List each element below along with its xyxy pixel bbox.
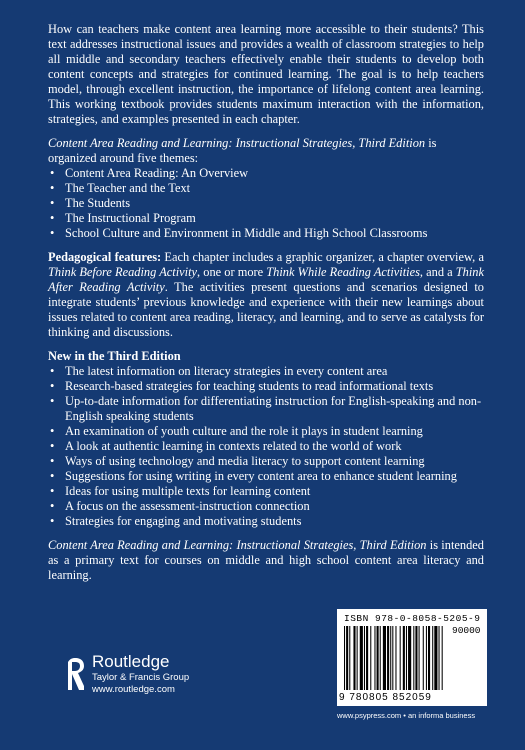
theme-item: • The Students <box>48 196 484 211</box>
new-feature-item: • Ways of using technology and media literacy to support content learning <box>48 454 484 469</box>
think-before-italic: Think Before Reading Activity <box>48 265 198 279</box>
think-after-italic: Think After Reading Activity <box>48 265 484 294</box>
barcode-bar <box>383 626 386 690</box>
new-feature-item: • A look at authentic learning in contexts related to the world of work <box>48 439 484 454</box>
organized-text: is organized around five themes: <box>48 136 437 165</box>
book-title-italic: Content Area Reading and Learning: Instructional Strategies, Third Edition <box>48 136 426 150</box>
back-cover-text <box>48 22 484 583</box>
barcode-bar <box>387 626 389 690</box>
themes-list <box>48 166 484 241</box>
closing-title-italic: Content Area Reading and Learning: Instructional Strategies, Third Edition <box>48 538 427 552</box>
pedagogical-paragraph <box>48 250 484 340</box>
barcode-bar <box>377 626 379 690</box>
barcode-number: 9 780805 852059 <box>339 692 432 703</box>
barcode-bar <box>439 626 440 690</box>
closing-text: is intended as a primary text for courses on middle and high school content area literacy and learning. <box>48 538 484 582</box>
publisher-name: Routledge <box>92 652 170 671</box>
barcode-bar <box>374 626 375 690</box>
barcode-bar <box>346 626 348 690</box>
barcode-bar <box>419 626 420 690</box>
isbn-barcode <box>337 609 487 706</box>
new-feature-item: • A focus on the assessment-instruction connection <box>48 499 484 514</box>
footer-tagline: an informa business <box>407 711 476 720</box>
barcode-bar <box>353 626 355 690</box>
price-code: 90000 <box>452 625 481 636</box>
new-feature-item: • Research-based strategies for teaching students to read informational texts <box>48 379 484 394</box>
barcode-bar <box>344 626 345 690</box>
barcode-bar <box>360 626 363 690</box>
barcode-bar <box>392 626 393 690</box>
routledge-vertical-text: ROUTLEDGE <box>61 660 66 689</box>
pedagogical-text-2: , one or more <box>197 265 267 279</box>
barcode-bar <box>400 626 401 690</box>
barcode-bar <box>426 626 427 690</box>
barcode-bar <box>408 626 411 690</box>
barcode-bar <box>442 626 443 690</box>
intro-paragraph: How can teachers make content area learning more accessible to their students? This text addresses instructional issues and provides a wealth of classroom strategies to help all middle and secondary teachers effectively enable their students to develop both content concepts and strategies for continued learning. The goal is to help teachers model, through excellent instruction, the importance of lifelong content area learning. This working textbook provides students maximum interaction with the information, strategies, and examples presented in each chapter. <box>48 22 484 126</box>
new-feature-item: • An examination of youth culture and the role it plays in student learning <box>48 424 484 439</box>
new-feature-item: • Up-to-date information for differentiating instruction for English-speaking and non-English speaking students <box>48 394 484 424</box>
publisher-group: Taylor & Francis Group <box>92 672 190 683</box>
think-while-italic: Think While Reading Activities <box>266 265 420 279</box>
barcode-bar <box>357 626 358 690</box>
barcode-bar <box>403 626 405 690</box>
barcode-bar <box>413 626 414 690</box>
barcode-bar <box>395 626 396 690</box>
barcode-bar <box>423 626 424 690</box>
theme-item: • Content Area Reading: An Overview <box>48 166 484 181</box>
barcode-bar <box>432 626 433 690</box>
barcode-bar <box>415 626 417 690</box>
new-feature-item: • The latest information on literacy strategies in every content area <box>48 364 484 379</box>
new-features-list <box>48 364 484 529</box>
publisher-url: www.routledge.com <box>92 684 175 695</box>
footer-site: www.psypress.com <box>337 711 402 720</box>
closing-paragraph <box>48 538 484 583</box>
pedagogical-label: Pedagogical features: <box>48 250 162 264</box>
theme-item: • The Instructional Program <box>48 211 484 226</box>
pedagogical-text-1: Each chapter includes a graphic organizer, a chapter overview, a <box>161 250 484 264</box>
barcode-bar <box>380 626 381 690</box>
theme-item: • The Teacher and the Text <box>48 181 484 196</box>
barcode-bar <box>428 626 430 690</box>
new-feature-item: • Strategies for engaging and motivating students <box>48 514 484 529</box>
barcode-icon <box>344 626 480 692</box>
barcode-bar <box>349 626 350 690</box>
barcode-bar <box>434 626 437 690</box>
footer-line <box>337 711 475 720</box>
new-feature-item: • Suggestions for using writing in every content area to enhance student learning <box>48 469 484 484</box>
new-edition-heading: New in the Third Edition <box>48 349 181 363</box>
theme-item: • School Culture and Environment in Middle and High School Classrooms <box>48 226 484 241</box>
barcode-bar <box>370 626 371 690</box>
barcode-bar <box>390 626 391 690</box>
isbn-label: ISBN 978-0-8058-5205-9 <box>344 613 481 624</box>
new-feature-item: • Ideas for using multiple texts for learning content <box>48 484 484 499</box>
routledge-mark-icon <box>62 656 86 692</box>
pedagogical-text-4: . The activities present questions and scenarios designed to integrate students’ previous knowledge and experience with their new learnings about issues related to content area reading, literacy, and learning, and to serve as catalysts for thinking and discussions. <box>48 280 484 339</box>
organized-paragraph <box>48 136 484 166</box>
barcode-bar <box>406 626 407 690</box>
barcode-bar <box>366 626 368 690</box>
barcode-bar <box>364 626 365 690</box>
footer-separator: • <box>401 711 408 720</box>
pedagogical-text-3: , and a <box>419 265 456 279</box>
